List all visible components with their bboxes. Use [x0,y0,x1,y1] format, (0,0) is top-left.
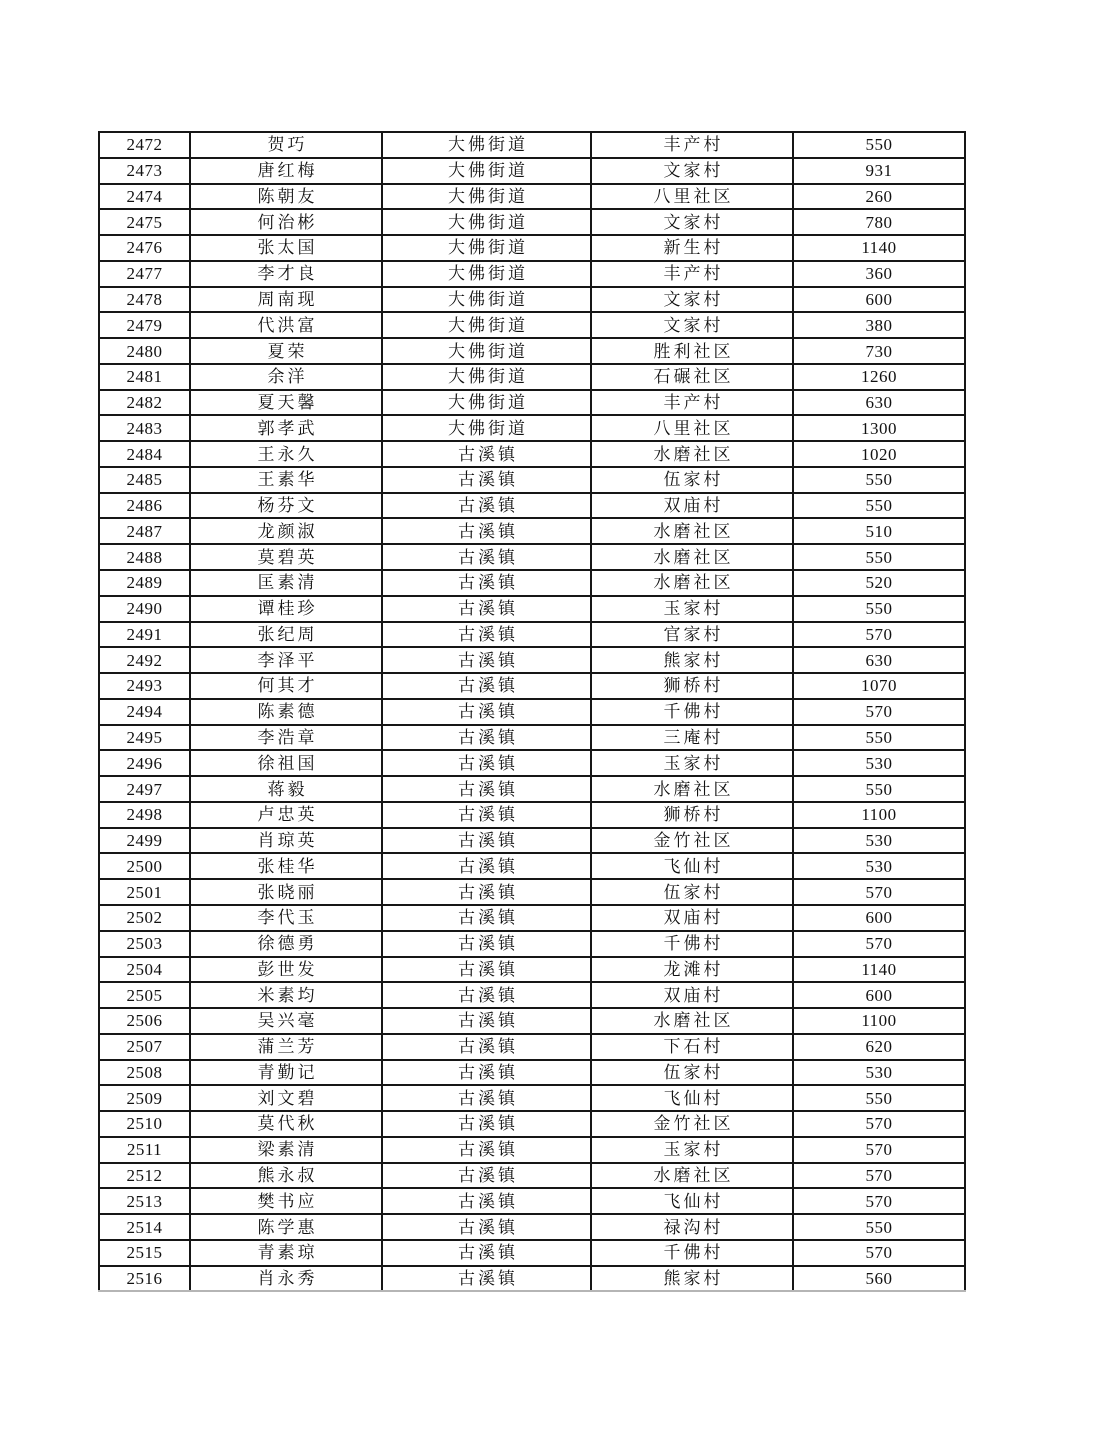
amount-cell: 570 [793,931,965,957]
table-row [99,622,965,648]
name-cell: 李才良 [190,261,382,287]
township-cell: 大佛街道 [382,132,591,158]
id-cell: 2483 [99,415,190,441]
township-cell: 古溪镇 [382,1111,591,1137]
township-cell: 古溪镇 [382,596,591,622]
township-cell: 古溪镇 [382,673,591,699]
id-cell: 2501 [99,879,190,905]
name-cell: 肖永秀 [190,1266,382,1292]
table-row [99,287,965,313]
id-cell: 2503 [99,931,190,957]
name-cell: 梁素清 [190,1137,382,1163]
amount-cell: 570 [793,699,965,725]
amount-cell: 520 [793,570,965,596]
township-cell: 古溪镇 [382,776,591,802]
village-cell: 水磨社区 [591,441,793,467]
township-cell: 大佛街道 [382,338,591,364]
table-row [99,931,965,957]
village-cell: 文家村 [591,209,793,235]
township-cell: 古溪镇 [382,1214,591,1240]
amount-cell: 510 [793,518,965,544]
amount-cell: 530 [793,750,965,776]
table-row [99,312,965,338]
amount-cell: 1070 [793,673,965,699]
table-row [99,415,965,441]
id-cell: 2489 [99,570,190,596]
village-cell: 千佛村 [591,931,793,957]
village-cell: 龙滩村 [591,957,793,983]
name-cell: 何其才 [190,673,382,699]
id-cell: 2507 [99,1034,190,1060]
township-cell: 大佛街道 [382,415,591,441]
township-cell: 古溪镇 [382,467,591,493]
village-cell: 新生村 [591,235,793,261]
amount-cell: 630 [793,647,965,673]
village-cell: 水磨社区 [591,1163,793,1189]
township-cell: 古溪镇 [382,699,591,725]
name-cell: 王永久 [190,441,382,467]
id-cell: 2473 [99,158,190,184]
id-cell: 2478 [99,287,190,313]
name-cell: 唐红梅 [190,158,382,184]
village-cell: 水磨社区 [591,570,793,596]
table-row [99,1163,965,1189]
amount-cell: 570 [793,1137,965,1163]
table-row [99,1137,965,1163]
table-row [99,750,965,776]
amount-cell: 550 [793,596,965,622]
amount-cell: 1020 [793,441,965,467]
table-row [99,853,965,879]
table-row [99,235,965,261]
name-cell: 张太国 [190,235,382,261]
name-cell: 龙颜淑 [190,518,382,544]
name-cell: 蒲兰芳 [190,1034,382,1060]
name-cell: 卢忠英 [190,802,382,828]
township-cell: 古溪镇 [382,905,591,931]
village-cell: 水磨社区 [591,544,793,570]
name-cell: 郭孝武 [190,415,382,441]
name-cell: 莫碧英 [190,544,382,570]
amount-cell: 1140 [793,957,965,983]
id-cell: 2502 [99,905,190,931]
id-cell: 2490 [99,596,190,622]
id-cell: 2510 [99,1111,190,1137]
village-cell: 狮桥村 [591,802,793,828]
table-row [99,802,965,828]
id-cell: 2498 [99,802,190,828]
name-cell: 樊书应 [190,1188,382,1214]
table-row [99,905,965,931]
name-cell: 李泽平 [190,647,382,673]
name-cell: 谭桂珍 [190,596,382,622]
village-cell: 金竹社区 [591,1111,793,1137]
village-cell: 双庙村 [591,905,793,931]
table-row [99,338,965,364]
village-cell: 千佛村 [591,1240,793,1266]
name-cell: 何治彬 [190,209,382,235]
name-cell: 米素均 [190,982,382,1008]
name-cell: 吴兴毫 [190,1008,382,1034]
township-cell: 大佛街道 [382,184,591,210]
roster-table [98,131,966,1292]
township-cell: 古溪镇 [382,544,591,570]
id-cell: 2506 [99,1008,190,1034]
township-cell: 大佛街道 [382,158,591,184]
township-cell: 大佛街道 [382,312,591,338]
amount-cell: 360 [793,261,965,287]
table-row [99,776,965,802]
village-cell: 文家村 [591,312,793,338]
name-cell: 夏天馨 [190,390,382,416]
name-cell: 张桂华 [190,853,382,879]
id-cell: 2497 [99,776,190,802]
township-cell: 古溪镇 [382,647,591,673]
amount-cell: 1300 [793,415,965,441]
table-row [99,1188,965,1214]
name-cell: 刘文碧 [190,1085,382,1111]
township-cell: 古溪镇 [382,828,591,854]
id-cell: 2493 [99,673,190,699]
name-cell: 莫代秋 [190,1111,382,1137]
id-cell: 2513 [99,1188,190,1214]
id-cell: 2514 [99,1214,190,1240]
id-cell: 2472 [99,132,190,158]
name-cell: 熊永叔 [190,1163,382,1189]
amount-cell: 260 [793,184,965,210]
amount-cell: 1100 [793,802,965,828]
table-row [99,493,965,519]
township-cell: 古溪镇 [382,957,591,983]
name-cell: 肖琼英 [190,828,382,854]
amount-cell: 600 [793,287,965,313]
name-cell: 匡素清 [190,570,382,596]
id-cell: 2511 [99,1137,190,1163]
township-cell: 古溪镇 [382,1034,591,1060]
township-cell: 古溪镇 [382,622,591,648]
id-cell: 2485 [99,467,190,493]
id-cell: 2481 [99,364,190,390]
id-cell: 2475 [99,209,190,235]
table-row [99,441,965,467]
township-cell: 古溪镇 [382,1266,591,1292]
township-cell: 大佛街道 [382,235,591,261]
amount-cell: 730 [793,338,965,364]
village-cell: 双庙村 [591,982,793,1008]
township-cell: 古溪镇 [382,441,591,467]
township-cell: 古溪镇 [382,1060,591,1086]
amount-cell: 570 [793,1163,965,1189]
village-cell: 三庵村 [591,725,793,751]
amount-cell: 560 [793,1266,965,1292]
amount-cell: 600 [793,982,965,1008]
township-cell: 古溪镇 [382,570,591,596]
amount-cell: 550 [793,1214,965,1240]
id-cell: 2480 [99,338,190,364]
table-row [99,596,965,622]
township-cell: 古溪镇 [382,853,591,879]
id-cell: 2516 [99,1266,190,1292]
village-cell: 文家村 [591,287,793,313]
amount-cell: 570 [793,1240,965,1266]
village-cell: 下石村 [591,1034,793,1060]
village-cell: 熊家村 [591,1266,793,1292]
table-row [99,390,965,416]
township-cell: 古溪镇 [382,982,591,1008]
table-row [99,158,965,184]
id-cell: 2500 [99,853,190,879]
village-cell: 胜利社区 [591,338,793,364]
township-cell: 古溪镇 [382,1085,591,1111]
name-cell: 蒋毅 [190,776,382,802]
amount-cell: 550 [793,776,965,802]
village-cell: 水磨社区 [591,1008,793,1034]
township-cell: 古溪镇 [382,493,591,519]
table-row [99,1240,965,1266]
amount-cell: 570 [793,1188,965,1214]
table-row [99,1034,965,1060]
table-row [99,828,965,854]
id-cell: 2482 [99,390,190,416]
name-cell: 彭世发 [190,957,382,983]
amount-cell: 570 [793,1111,965,1137]
id-cell: 2499 [99,828,190,854]
id-cell: 2508 [99,1060,190,1086]
township-cell: 古溪镇 [382,750,591,776]
village-cell: 丰产村 [591,261,793,287]
id-cell: 2509 [99,1085,190,1111]
amount-cell: 600 [793,905,965,931]
table-row [99,518,965,544]
name-cell: 杨芬文 [190,493,382,519]
name-cell: 王素华 [190,467,382,493]
table-row [99,467,965,493]
township-cell: 古溪镇 [382,725,591,751]
table-row [99,725,965,751]
id-cell: 2486 [99,493,190,519]
amount-cell: 550 [793,467,965,493]
name-cell: 青勤记 [190,1060,382,1086]
table-row [99,1060,965,1086]
township-cell: 古溪镇 [382,1008,591,1034]
amount-cell: 1140 [793,235,965,261]
village-cell: 千佛村 [591,699,793,725]
amount-cell: 550 [793,1085,965,1111]
village-cell: 玉家村 [591,750,793,776]
table-row [99,184,965,210]
amount-cell: 380 [793,312,965,338]
village-cell: 丰产村 [591,132,793,158]
village-cell: 禄沟村 [591,1214,793,1240]
village-cell: 八里社区 [591,184,793,210]
amount-cell: 550 [793,132,965,158]
table-row [99,570,965,596]
id-cell: 2504 [99,957,190,983]
village-cell: 伍家村 [591,467,793,493]
township-cell: 大佛街道 [382,287,591,313]
village-cell: 水磨社区 [591,776,793,802]
table-row [99,957,965,983]
name-cell: 陈学惠 [190,1214,382,1240]
village-cell: 丰产村 [591,390,793,416]
amount-cell: 1260 [793,364,965,390]
village-cell: 八里社区 [591,415,793,441]
id-cell: 2487 [99,518,190,544]
id-cell: 2479 [99,312,190,338]
village-cell: 双庙村 [591,493,793,519]
id-cell: 2476 [99,235,190,261]
id-cell: 2495 [99,725,190,751]
township-cell: 古溪镇 [382,1240,591,1266]
table-row [99,647,965,673]
roster-table-body [99,132,965,1291]
township-cell: 大佛街道 [382,390,591,416]
village-cell: 石碾社区 [591,364,793,390]
amount-cell: 530 [793,828,965,854]
village-cell: 飞仙村 [591,853,793,879]
id-cell: 2477 [99,261,190,287]
table-row [99,261,965,287]
table-row [99,1008,965,1034]
name-cell: 陈素德 [190,699,382,725]
id-cell: 2512 [99,1163,190,1189]
table-row [99,699,965,725]
table-row [99,364,965,390]
name-cell: 张晓丽 [190,879,382,905]
id-cell: 2505 [99,982,190,1008]
name-cell: 夏荣 [190,338,382,364]
name-cell: 周南现 [190,287,382,313]
name-cell: 贺巧 [190,132,382,158]
table-row [99,544,965,570]
table-row [99,1111,965,1137]
township-cell: 古溪镇 [382,1188,591,1214]
township-cell: 古溪镇 [382,931,591,957]
amount-cell: 620 [793,1034,965,1060]
id-cell: 2488 [99,544,190,570]
amount-cell: 931 [793,158,965,184]
name-cell: 徐祖国 [190,750,382,776]
township-cell: 古溪镇 [382,802,591,828]
township-cell: 古溪镇 [382,1137,591,1163]
table-row [99,673,965,699]
name-cell: 李浩章 [190,725,382,751]
name-cell: 余洋 [190,364,382,390]
village-cell: 狮桥村 [591,673,793,699]
amount-cell: 630 [793,390,965,416]
id-cell: 2492 [99,647,190,673]
township-cell: 古溪镇 [382,518,591,544]
village-cell: 飞仙村 [591,1085,793,1111]
name-cell: 陈朝友 [190,184,382,210]
amount-cell: 530 [793,1060,965,1086]
village-cell: 水磨社区 [591,518,793,544]
township-cell: 古溪镇 [382,879,591,905]
amount-cell: 550 [793,544,965,570]
amount-cell: 530 [793,853,965,879]
township-cell: 大佛街道 [382,261,591,287]
id-cell: 2494 [99,699,190,725]
township-cell: 大佛街道 [382,209,591,235]
table-row [99,1085,965,1111]
table-row [99,982,965,1008]
name-cell: 徐德勇 [190,931,382,957]
amount-cell: 570 [793,879,965,905]
id-cell: 2474 [99,184,190,210]
table-row [99,209,965,235]
amount-cell: 550 [793,725,965,751]
table-row [99,1214,965,1240]
village-cell: 熊家村 [591,647,793,673]
village-cell: 官家村 [591,622,793,648]
amount-cell: 550 [793,493,965,519]
village-cell: 飞仙村 [591,1188,793,1214]
township-cell: 古溪镇 [382,1163,591,1189]
village-cell: 文家村 [591,158,793,184]
table-row [99,879,965,905]
name-cell: 张纪周 [190,622,382,648]
village-cell: 伍家村 [591,1060,793,1086]
name-cell: 代洪富 [190,312,382,338]
township-cell: 大佛街道 [382,364,591,390]
name-cell: 青素琼 [190,1240,382,1266]
village-cell: 伍家村 [591,879,793,905]
village-cell: 金竹社区 [591,828,793,854]
id-cell: 2484 [99,441,190,467]
id-cell: 2496 [99,750,190,776]
id-cell: 2515 [99,1240,190,1266]
amount-cell: 570 [793,622,965,648]
name-cell: 李代玉 [190,905,382,931]
village-cell: 玉家村 [591,1137,793,1163]
table-row [99,132,965,158]
amount-cell: 780 [793,209,965,235]
amount-cell: 1100 [793,1008,965,1034]
id-cell: 2491 [99,622,190,648]
village-cell: 玉家村 [591,596,793,622]
table-row [99,1266,965,1292]
